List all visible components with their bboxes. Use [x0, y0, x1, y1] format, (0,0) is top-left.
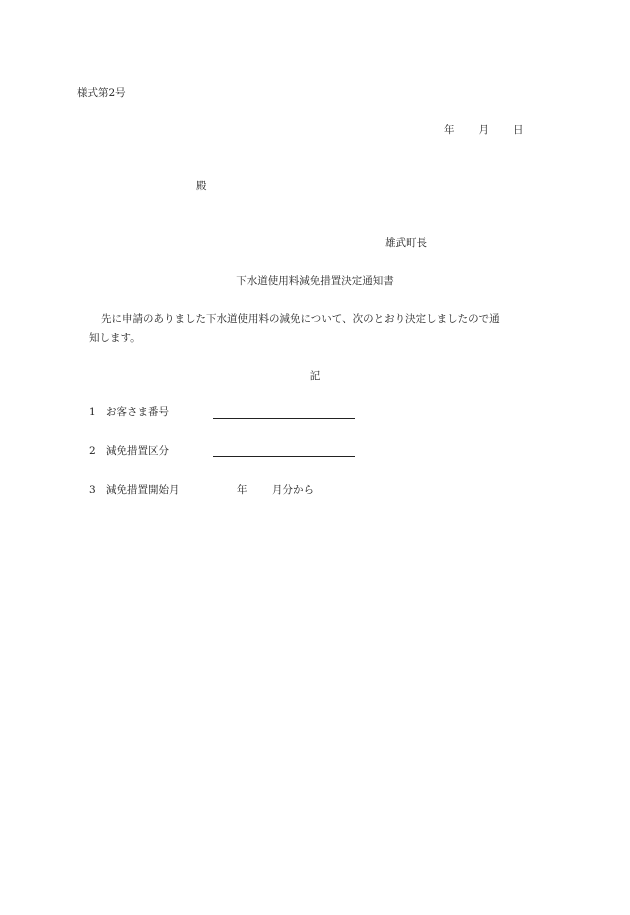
date-month-label: 月 — [478, 124, 489, 136]
body-text-line-1: 先に申請のありました下水道使用料の減免について、次のとおり決定しましたので通 — [101, 313, 500, 325]
item-number: 3 — [89, 484, 96, 496]
item-number: 2 — [89, 445, 96, 457]
form-number: 様式第2号 — [77, 87, 126, 99]
start-year-unit: 年 — [237, 484, 248, 496]
item-start-month — [89, 483, 180, 497]
document-title: 下水道使用料減免措置決定通知書 — [236, 275, 394, 287]
customer-number-blank-line — [213, 418, 355, 419]
item-customer-number — [89, 405, 169, 419]
issuer: 雄武町長 — [385, 237, 427, 249]
date-year-label: 年 — [444, 124, 455, 136]
reduction-category-blank-line — [213, 456, 355, 457]
date-day-label: 日 — [513, 124, 524, 136]
body-text-line-2: 知します。 — [89, 332, 141, 344]
item-label: 減免措置区分 — [106, 445, 169, 457]
start-month-suffix: 月分から — [272, 484, 314, 496]
item-label: お客さま番号 — [106, 406, 169, 418]
item-number: 1 — [89, 406, 96, 418]
date-line — [444, 123, 524, 137]
ki-heading: 記 — [309, 370, 321, 382]
addressee-suffix: 殿 — [196, 180, 207, 192]
item-reduction-category — [89, 444, 169, 458]
item-label: 減免措置開始月 — [106, 484, 180, 496]
